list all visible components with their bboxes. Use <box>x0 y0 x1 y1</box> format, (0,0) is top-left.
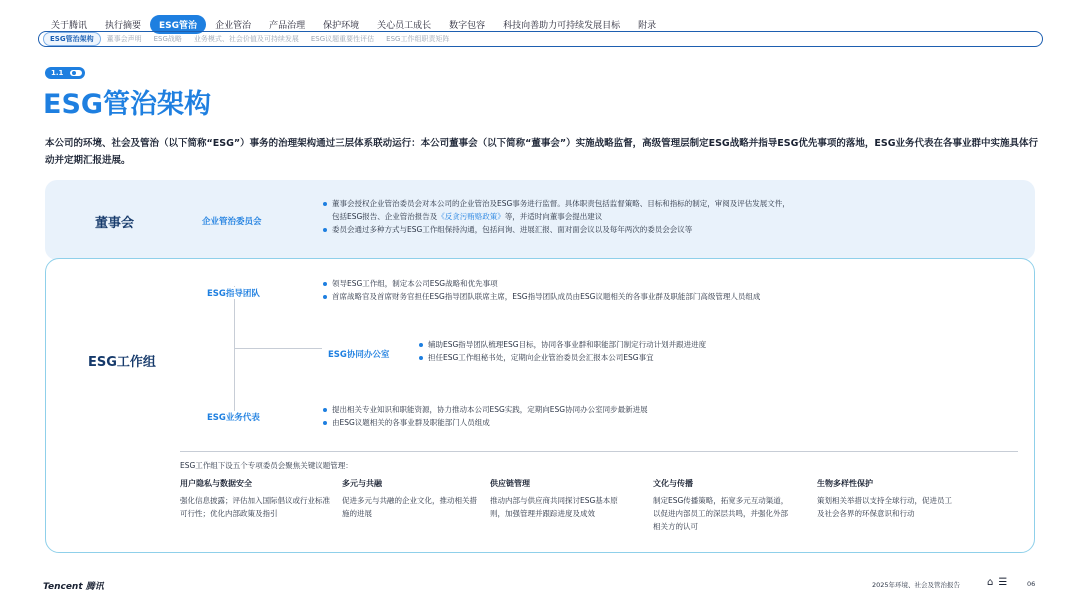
sub-nav <box>38 31 1043 47</box>
subnav-tab[interactable]: ESG议题重要性评估 <box>310 35 375 43</box>
nav-tab[interactable]: ESG管治 <box>150 15 206 34</box>
menu-icon[interactable]: ☰ <box>998 577 1008 588</box>
list-item: 担任ESG工作组秘书处，定期向企业管治委员会汇报本公司ESG事宜 <box>418 351 1018 364</box>
report-name: 2025年环境、社会及管治报告 <box>872 581 961 589</box>
list-item: 由ESG议题相关的各事业群及职能部门人员组成 <box>322 416 1022 429</box>
subnav-tab[interactable]: ESG战略 <box>153 35 182 43</box>
committee-title: 多元与共融 <box>342 479 382 488</box>
committee-title: 供应链管理 <box>490 479 530 488</box>
subnav-tab[interactable]: ESG工作组职责矩阵 <box>386 35 450 43</box>
footer-controls <box>987 577 1007 588</box>
bullet-text: 包括ESG报告、企业管治报告及 <box>332 212 438 221</box>
workgroup-label: ESG工作组 <box>88 355 156 370</box>
bracket-line <box>234 286 235 416</box>
list-item: 首席战略官及首席财务官担任ESG指导团队联席主席，ESG指导团队成员由ESG议题相关的各事业群及职能部门高级管理人员组成 <box>322 290 1022 303</box>
leadership-team-label: ESG指导团队 <box>207 287 264 299</box>
page-number: 06 <box>1027 580 1036 588</box>
board-bullets <box>322 197 1022 236</box>
reps-bullets <box>322 403 1022 429</box>
list-item: 领导ESG工作组，制定本公司ESG战略和优先事项 <box>322 277 1022 290</box>
nav-tab[interactable]: 数字包容 <box>449 21 486 31</box>
business-reps-label: ESG业务代表 <box>207 411 264 423</box>
nav-tab[interactable]: 保护环境 <box>323 21 360 31</box>
leadership-bullets <box>322 277 1022 303</box>
toggle-icon <box>69 69 83 77</box>
nav-tab[interactable]: 执行摘要 <box>105 21 142 31</box>
committee-desc: 推动内部与供应商共同探讨ESG基本原则，加强管理并跟踪进度及成效 <box>490 496 618 518</box>
coordination-office-label: ESG协同办公室 <box>324 348 393 360</box>
list-item: 辅助ESG指导团队梳理ESG目标，协同各事业群和职能部门制定行动计划并跟进进度 <box>418 338 1018 351</box>
committee-title: 文化与传播 <box>653 479 693 488</box>
committee-card <box>490 478 630 520</box>
divider <box>180 451 1018 452</box>
list-item <box>322 197 1022 223</box>
nav-tab[interactable]: 产品治理 <box>269 21 306 31</box>
intro-paragraph: 本公司的环境、社会及管治（以下简称“ESG”）事务的治理架构通过三层体系联动运行：本公司董事会（以下简称“董事会”）实施战略监督，高级管理层制定ESG战略并指导ESG优先事项的落地，ESG业务代表在各事业群中实施具体行动并定期汇报进展。 <box>45 138 1038 166</box>
office-bullets <box>418 338 1018 364</box>
nav-tab[interactable]: 关于腾讯 <box>51 21 88 31</box>
committee-desc: 制定ESG传播策略，拓宽多元互动渠道，以促进内部员工的深层共鸣，并强化外部相关方的认可 <box>653 496 789 531</box>
bullet-text: 董事会授权企业管治委员会对本公司的企业管治及ESG事务进行监督。具体职责包括监督策略、目标和指标的制定，审阅及评估发展文件， <box>332 199 790 208</box>
subnav-tab[interactable]: 业务模式、社会价值及可持续发展 <box>193 35 299 43</box>
bullet-text: 等，并适时向董事会提出建议 <box>504 212 603 221</box>
nav-tab[interactable]: 企业管治 <box>215 21 252 31</box>
committee-card <box>342 478 477 520</box>
home-icon[interactable]: ⌂ <box>987 577 994 588</box>
committee-desc: 促进多元与共融的企业文化，推动相关措施的进展 <box>342 496 477 518</box>
section-number: 1.1 <box>51 69 64 77</box>
committee-title: 生物多样性保护 <box>817 479 873 488</box>
subnav-tab[interactable]: ESG管治架构 <box>43 32 101 46</box>
committee-desc: 强化信息披露；评估加入国际倡议或行业标准可行性；优化内部政策及指引 <box>180 496 330 518</box>
nav-tab[interactable]: 关心员工成长 <box>377 21 432 31</box>
committees-intro: ESG工作组下设五个专项委员会聚焦关键议题管理： <box>180 461 353 470</box>
page-title: ESG管治架构 <box>43 89 212 120</box>
list-item: 委员会通过多种方式与ESG工作组保持沟通，包括问询、进展汇报、面对面会议以及每年两次的委员会会议等 <box>322 223 1022 236</box>
committee-card <box>653 478 793 533</box>
committee-desc: 策划相关举措以支持全球行动，促进员工及社会各界的环保意识和行动 <box>817 496 952 518</box>
connector-line <box>234 348 322 349</box>
anti-corruption-policy-link[interactable]: 《反贪污贿赂政策》 <box>437 212 505 221</box>
section-badge <box>45 67 85 79</box>
committee-card <box>817 478 957 520</box>
board-label: 董事会 <box>95 216 135 231</box>
governance-committee-label: 企业管治委员会 <box>202 217 262 227</box>
nav-tab[interactable]: 科技向善助力可持续发展目标 <box>503 21 621 31</box>
list-item: 提出相关专业知识和职能资源，协力推动本公司ESG实践，定期向ESG协同办公室同步最新进展 <box>322 403 1022 416</box>
tencent-logo: Tencent 腾讯 <box>43 582 104 592</box>
committee-title: 用户隐私与数据安全 <box>180 479 252 488</box>
committee-card <box>180 478 330 520</box>
subnav-tab[interactable]: 董事会声明 <box>106 35 142 43</box>
nav-tab[interactable]: 附录 <box>638 21 657 31</box>
